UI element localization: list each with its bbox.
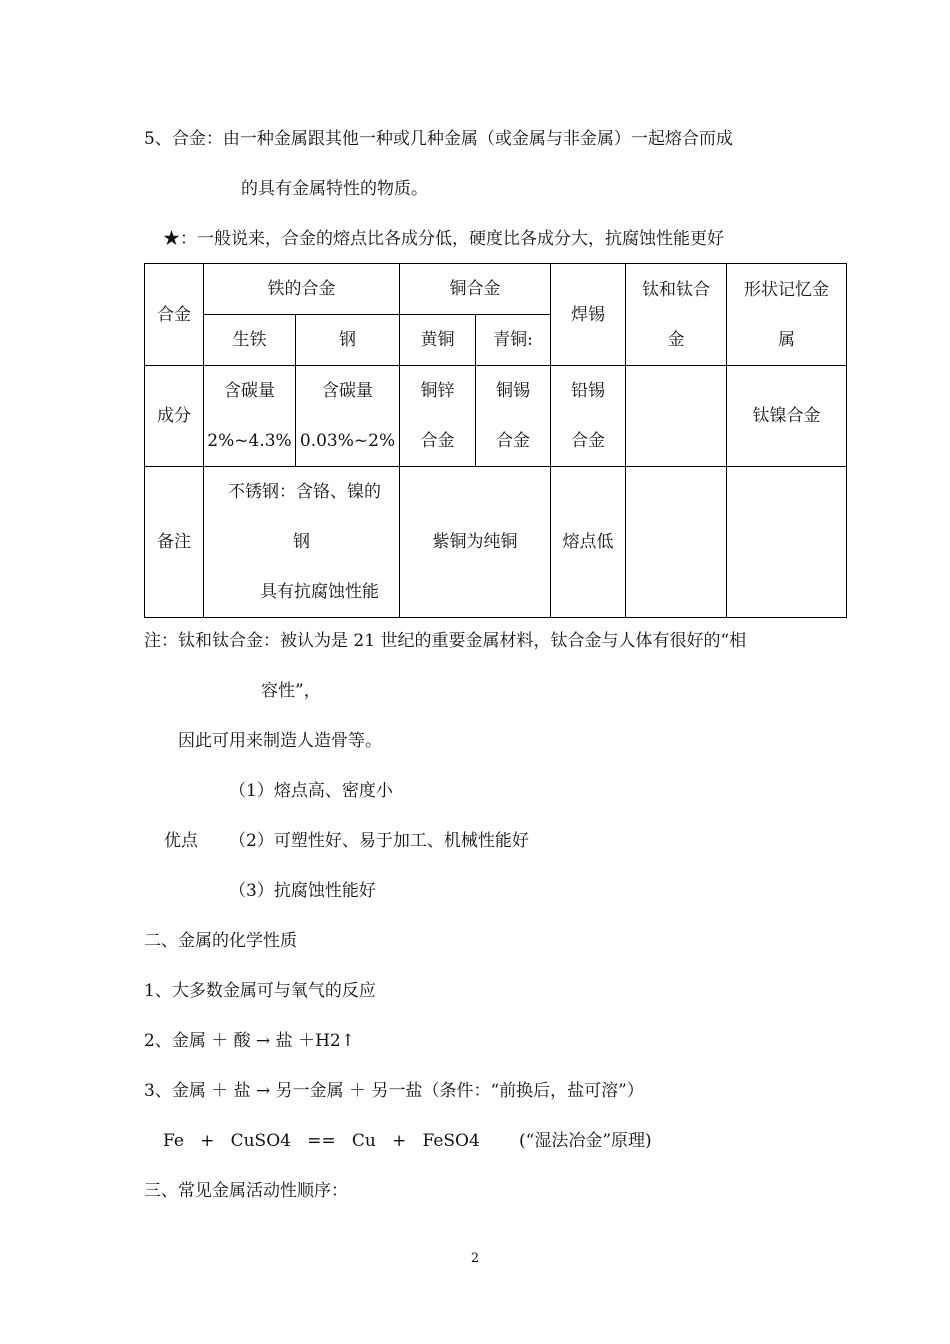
- row-header-composition: 成分: [145, 366, 204, 467]
- page-number: 2: [470, 1251, 480, 1266]
- steel-composition-line1: 含碳量: [322, 381, 373, 401]
- steel-header: 钢: [296, 315, 400, 366]
- section3-heading: 三、常见金属活动性顺序：: [144, 1181, 348, 1201]
- row-header-remark: 备注: [145, 467, 204, 618]
- star-note: ★：一般说来，合金的熔点比各成分低，硬度比各成分大，抗腐蚀性能更好: [163, 229, 724, 249]
- section2-item3: 3、金属 ＋ 盐 → 另一金属 ＋ 另一盐（条件：“前换后，盐可溶”）: [144, 1081, 644, 1101]
- iron-remark-line2: 钢: [293, 532, 310, 552]
- brass-composition-line1: 铜锌: [420, 381, 455, 401]
- solder-remark: 熔点低: [551, 467, 626, 618]
- titanium-note-line1: 注：钛和钛合金：被认为是 21 世纪的重要金属材料，钛合金与人体有很好的“相: [144, 631, 747, 651]
- pig-iron-composition: [204, 366, 296, 467]
- chemical-equation: Fe + CuSO4 == Cu + FeSO4: [163, 1131, 480, 1151]
- steel-composition-line2: 0.03%~2%: [299, 431, 396, 451]
- titanium-header: [626, 264, 727, 366]
- copper-remark: 紫铜为纯铜: [400, 467, 551, 618]
- alloy-table: [144, 263, 847, 618]
- iron-alloy-header: 铁的合金: [204, 264, 400, 315]
- titanium-remark: [626, 467, 727, 618]
- titanium-header-line2: 金: [667, 329, 685, 350]
- iron-remark-line3: 具有抗腐蚀性能: [260, 582, 379, 602]
- steel-composition: [296, 366, 400, 467]
- row-header-alloy: 合金: [145, 264, 204, 366]
- titanium-composition: [626, 366, 727, 467]
- shape-memory-composition: 钛镍合金: [727, 366, 847, 467]
- brass-composition-line2: 合金: [420, 431, 455, 451]
- brass-header: 黄铜: [400, 315, 476, 366]
- copper-alloy-header: 铜合金: [400, 264, 551, 315]
- solder-composition: [551, 366, 626, 467]
- shape-memory-remark: [727, 467, 847, 618]
- section2-item2: 2、金属 ＋ 酸 → 盐 ＋H2↑: [144, 1031, 355, 1051]
- pig-iron-composition-line2: 2%~4.3%: [207, 431, 292, 451]
- section2-item1: 1、大多数金属可与氧气的反应: [144, 981, 376, 1001]
- section5-definition-line1: 5、合金：由一种金属跟其他一种或几种金属（或金属与非金属）一起熔合而成: [144, 129, 733, 149]
- solder-composition-line2: 合金: [571, 431, 605, 451]
- equation-note: (“湿法冶金”原理): [519, 1131, 652, 1151]
- bronze-composition-line1: 铜锡: [496, 381, 530, 401]
- advantage-item2: （2）可塑性好、易于加工、机械性能好: [229, 831, 529, 851]
- titanium-header-line1: 钛和钛合: [642, 279, 710, 300]
- bronze-header: 青铜:: [476, 315, 551, 366]
- brass-composition: [400, 366, 476, 467]
- pig-iron-composition-line1: 含碳量: [224, 381, 275, 401]
- pig-iron-header: 生铁: [204, 315, 296, 366]
- iron-remark-line1: 不锈钢：含铬、镍的: [228, 482, 381, 502]
- titanium-note-line3: 因此可用来制造人造骨等。: [178, 731, 382, 751]
- shape-memory-header: [727, 264, 847, 366]
- advantages-label: 优点: [164, 831, 198, 851]
- titanium-note-line2: 容性”，: [261, 681, 321, 701]
- solder-composition-line1: 铅锡: [571, 381, 605, 401]
- bronze-composition: [476, 366, 551, 467]
- section2-heading: 二、金属的化学性质: [144, 931, 297, 951]
- shape-memory-header-line1: 形状记忆金: [744, 279, 829, 300]
- advantage-item3: （3）抗腐蚀性能好: [229, 881, 376, 901]
- bronze-composition-line2: 合金: [496, 431, 530, 451]
- iron-remark: [204, 467, 400, 618]
- solder-header: 焊锡: [551, 264, 626, 366]
- section5-definition-line2: 的具有金属特性的物质。: [241, 179, 428, 199]
- shape-memory-header-line2: 属: [778, 329, 795, 350]
- advantage-item1: （1）熔点高、密度小: [229, 781, 393, 801]
